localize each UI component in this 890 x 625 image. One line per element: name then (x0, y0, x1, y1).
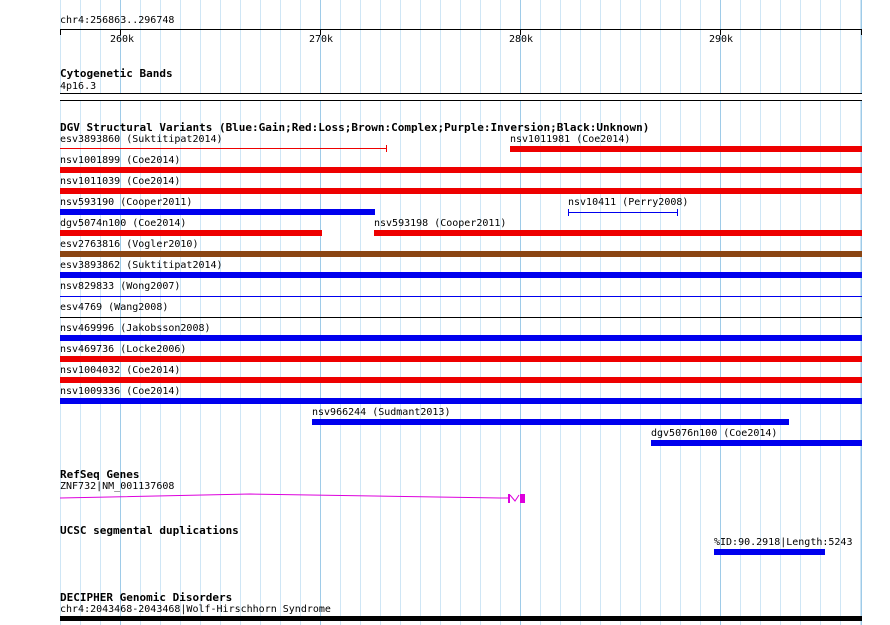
dgv-feature-label: nsv829833 (Wong2007) (60, 281, 181, 292)
region-label: chr4:256863..296748 (60, 15, 175, 26)
dgv-feature-bar[interactable] (60, 317, 862, 318)
dgv-feature-label: esv3893862 (Suktitipat2014) (60, 260, 223, 271)
ruler-tick (861, 29, 862, 35)
dgv-feature-label: nsv10411 (Perry2008) (568, 197, 689, 208)
dgv-feature-bar[interactable] (60, 148, 387, 149)
dgv-feature-label: nsv1004032 (Coe2014) (60, 365, 181, 376)
dgv-feature-label: dgv5074n100 (Coe2014) (60, 218, 187, 229)
dgv-feature-bar[interactable] (60, 167, 862, 173)
dgv-feature-bar[interactable] (510, 146, 862, 152)
dgv-feature-label: nsv966244 (Sudmant2013) (312, 407, 451, 418)
dgv-feature-label: nsv1011039 (Coe2014) (60, 176, 181, 187)
ruler-label-280k: 280k (509, 34, 534, 45)
dgv-feature-bar[interactable] (60, 230, 322, 236)
decipher-track-title: DECIPHER Genomic Disorders (60, 591, 233, 604)
dgv-feature-label: nsv593190 (Cooper2011) (60, 197, 193, 208)
dgv-feature-label: nsv1011981 (Coe2014) (510, 134, 631, 145)
refseq-track-title: RefSeq Genes (60, 468, 140, 481)
dgv-feature-end-tick (677, 209, 678, 216)
dgv-feature-label: nsv1001899 (Coe2014) (60, 155, 181, 166)
dgv-feature-label: dgv5076n100 (Coe2014) (651, 428, 778, 439)
dgv-feature-end-tick (568, 209, 569, 216)
dgv-feature-bar[interactable] (374, 230, 862, 236)
dgv-feature-bar[interactable] (60, 377, 862, 383)
decipher-feature-bar[interactable] (60, 616, 862, 621)
segdup-feature-bar[interactable] (714, 549, 825, 555)
dgv-feature-bar[interactable] (60, 335, 862, 341)
cytoband-bar[interactable] (60, 93, 862, 101)
dgv-feature-label: nsv1009336 (Coe2014) (60, 386, 181, 397)
segdup-track-title: UCSC segmental duplications (60, 524, 239, 537)
dgv-feature-bar[interactable] (312, 419, 789, 425)
dgv-feature-bar[interactable] (60, 272, 862, 278)
dgv-feature-label: nsv469736 (Locke2006) (60, 344, 187, 355)
dgv-feature-bar[interactable] (568, 212, 678, 213)
dgv-feature-bar[interactable] (651, 440, 862, 446)
dgv-feature-bar[interactable] (60, 188, 862, 194)
dgv-feature-bar[interactable] (60, 398, 862, 404)
segdup-feature-label: %ID:90.2918|Length:5243 (714, 537, 853, 548)
dgv-feature-label: esv3893860 (Suktitipat2014) (60, 134, 223, 145)
refseq-gene-label: ZNF732|NM_001137608 (60, 481, 175, 492)
ruler-line (60, 29, 862, 30)
ruler-label-290k: 290k (709, 34, 734, 45)
dgv-feature-bar[interactable] (60, 356, 862, 362)
cytoband-track-title: Cytogenetic Bands (60, 67, 173, 80)
cytoband-label: 4p16.3 (60, 81, 97, 92)
ruler-label-260k: 260k (110, 34, 135, 45)
dgv-feature-bar[interactable] (60, 251, 862, 257)
dgv-feature-bar[interactable] (60, 209, 375, 215)
dgv-track-title: DGV Structural Variants (Blue:Gain;Red:Loss;Brown:Complex;Purple:Inversion;Black:Unknown) (60, 121, 650, 134)
refseq-gene-model[interactable] (60, 491, 540, 505)
dgv-feature-end-tick (386, 145, 387, 152)
dgv-feature-bar[interactable] (60, 296, 862, 297)
ruler-label-270k: 270k (309, 34, 334, 45)
dgv-feature-label: nsv469996 (Jakobsson2008) (60, 323, 211, 334)
decipher-feature-label: chr4:2043468-2043468|Wolf-Hirschhorn Syndrome (60, 604, 331, 615)
dgv-feature-label: esv2763816 (Vogler2010) (60, 239, 199, 250)
ruler-tick (60, 29, 61, 35)
dgv-feature-label: esv4769 (Wang2008) (60, 302, 169, 313)
dgv-feature-label: nsv593198 (Cooper2011) (374, 218, 507, 229)
